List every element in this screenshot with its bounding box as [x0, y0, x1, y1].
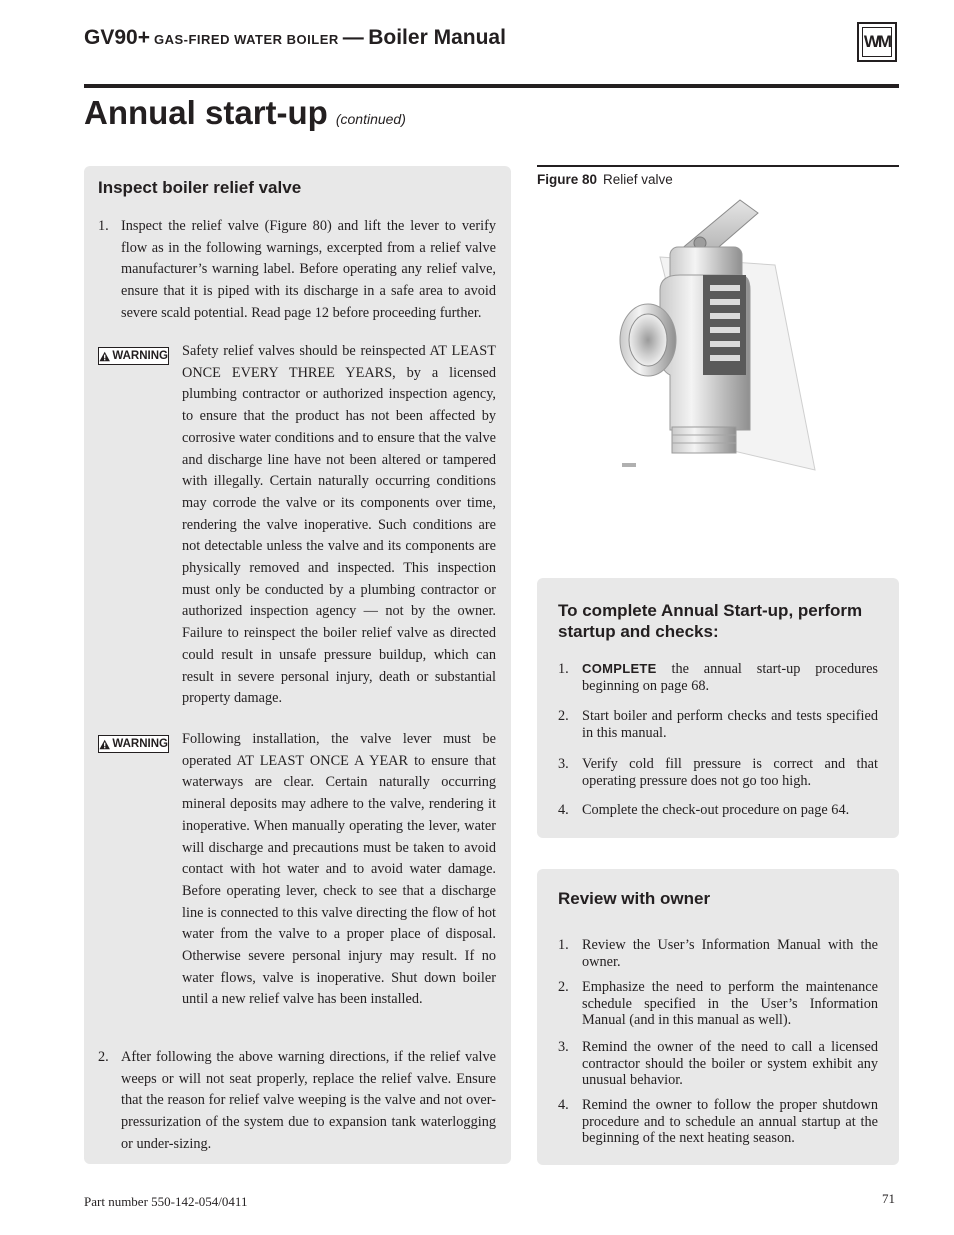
header-title — [84, 26, 506, 50]
list-item — [558, 937, 878, 971]
warning-text: Following installation, the valve lever must be operated AT LEAST ONCE A YEAR to ensure that waterways are clear. Certain naturally occurring mineral deposits may adhere to the valve, rendering it inoperative. When manually operating the lever, water will discharge and precautions must be taken to avoid contact with hot water and to avoid water damage. Before operating lever, check to see that a discharge line is connected to this valve directing the flow of hot water from the valve to a proper place of disposal. Otherwise severe personal injury may result. If no water flows, valve is inoperative. Shut down boiler until a new relief valve has been installed. — [182, 731, 496, 1008]
figure-caption — [537, 172, 673, 187]
list-item-number: 2. — [98, 1049, 109, 1065]
list-item-text: Start boiler and perform checks and tests specified in this manual. — [582, 708, 878, 741]
list-item — [558, 1039, 878, 1089]
list-item-number: 1. — [558, 937, 569, 953]
annual-startup-panel — [537, 578, 899, 838]
list-item — [558, 979, 878, 1029]
list-item-number: 3. — [558, 756, 569, 772]
header-dash: — — [342, 26, 364, 49]
brand-logo — [857, 22, 897, 62]
list-item-text: Inspect the relief valve (Figure 80) and lift the lever to verify flow as in the following warnings, excerpted from a relief valve manufacturer’s warning label. Before operating any relief valve, ensure that it is piped with its discharge in a safe area to avoid severe scald potential. Read page 12 before proceeding further. — [121, 218, 496, 321]
page-title-continued: (continued) — [335, 111, 406, 127]
list-item-number: 1. — [558, 661, 569, 677]
list-item-text: Remind the owner of the need to call a licensed contractor should the boiler or system exhibit any unusual behavior. — [582, 1039, 878, 1088]
list-item-text: Verify cold fill pressure is correct and that operating pressure does not go too high. — [582, 756, 878, 789]
list-item-text: Review the User’s Information Manual with the owner. — [582, 937, 878, 970]
header-divider — [84, 84, 899, 88]
list-item-text: Remind the owner to follow the proper shutdown procedure and to schedule an annual startup at the beginning of the next heating season. — [582, 1097, 878, 1146]
warning-triangle-icon — [99, 739, 110, 750]
section-heading: To complete Annual Start-up, perform startup and checks: — [558, 601, 863, 641]
list-item — [558, 802, 878, 820]
list-item — [558, 1097, 878, 1147]
list-item-text: Emphasize the need to perform the maintenance schedule specified in the User’s Information Manual (and in this manual as well). — [582, 979, 878, 1028]
page-title — [84, 94, 406, 132]
list-item — [98, 1047, 496, 1157]
list-item-number: 4. — [558, 1097, 569, 1113]
section-heading: Inspect boiler relief valve — [98, 178, 302, 197]
page-number: 71 — [882, 1191, 895, 1206]
page-header — [84, 22, 899, 86]
list-item-number: 1. — [98, 218, 109, 234]
warning-badge: WARNING — [98, 347, 169, 365]
part-number: Part number 550-142-054/0411 — [84, 1194, 248, 1209]
list-item — [558, 756, 878, 790]
list-item-number: 4. — [558, 802, 569, 818]
list-item-number: 2. — [558, 979, 569, 995]
relief-valve-illustration — [600, 195, 835, 485]
list-item-text: COMPLETE the annual start-up procedures beginning on page 68. — [582, 661, 878, 694]
warning-triangle-icon — [99, 351, 110, 362]
warning-badge: WARNING — [98, 735, 169, 753]
list-item-text: Complete the check-out procedure on page 64. — [582, 802, 850, 818]
warning-text: Safety relief valves should be reinspected AT LEAST ONCE EVERY THREE YEARS, by a licensed plumbing contractor or authorized inspection agency, to ensure that the product has not been affected by corrosive water conditions and to ensure that the valve and discharge line have not been altered or tampered with illegally. Certain naturally occurring conditions may corrode the valve or its components over time, rendering the valve inoperative. Such conditions are not detectable unless the valve and its components are physically removed and inspected. This inspection must only be conducted by a plumbing contractor or authorized inspection agency — not by the owner. Failure to reinspect the boiler relief valve as directed could result in unsafe pressure buildup, which can result in severe personal injury, death or substantial property damage. — [182, 343, 496, 707]
list-item-number: 3. — [558, 1039, 569, 1055]
inspect-relief-valve-panel — [84, 166, 511, 1164]
relief-valve-icon — [600, 195, 835, 485]
figure-caption-text: Relief valve — [603, 172, 673, 187]
list-item — [98, 216, 496, 326]
section-heading: Review with owner — [558, 889, 711, 908]
figure-label: Figure 80 — [537, 172, 598, 187]
header-subtitle: GAS-FIRED WATER BOILER — [153, 32, 339, 47]
header-model: GV90+ — [84, 26, 150, 49]
header-manual: Boiler Manual — [368, 26, 506, 49]
brand-logo-mark: WM — [862, 27, 892, 57]
figure-divider — [537, 165, 899, 167]
page-title-main: Annual start-up — [84, 94, 328, 131]
list-item — [558, 708, 878, 742]
list-item-text: After following the above warning directions, if the relief valve weeps or will not seat properly, replace the relief valve. Ensure that the reason for relief valve weeping is the valve and not over-pressurization of the system due to expansion tank waterlogging or under-sizing. — [121, 1049, 496, 1152]
review-with-owner-panel — [537, 869, 899, 1165]
list-item — [558, 661, 878, 695]
list-item-number: 2. — [558, 708, 569, 724]
keyword-complete: COMPLETE — [582, 661, 657, 676]
